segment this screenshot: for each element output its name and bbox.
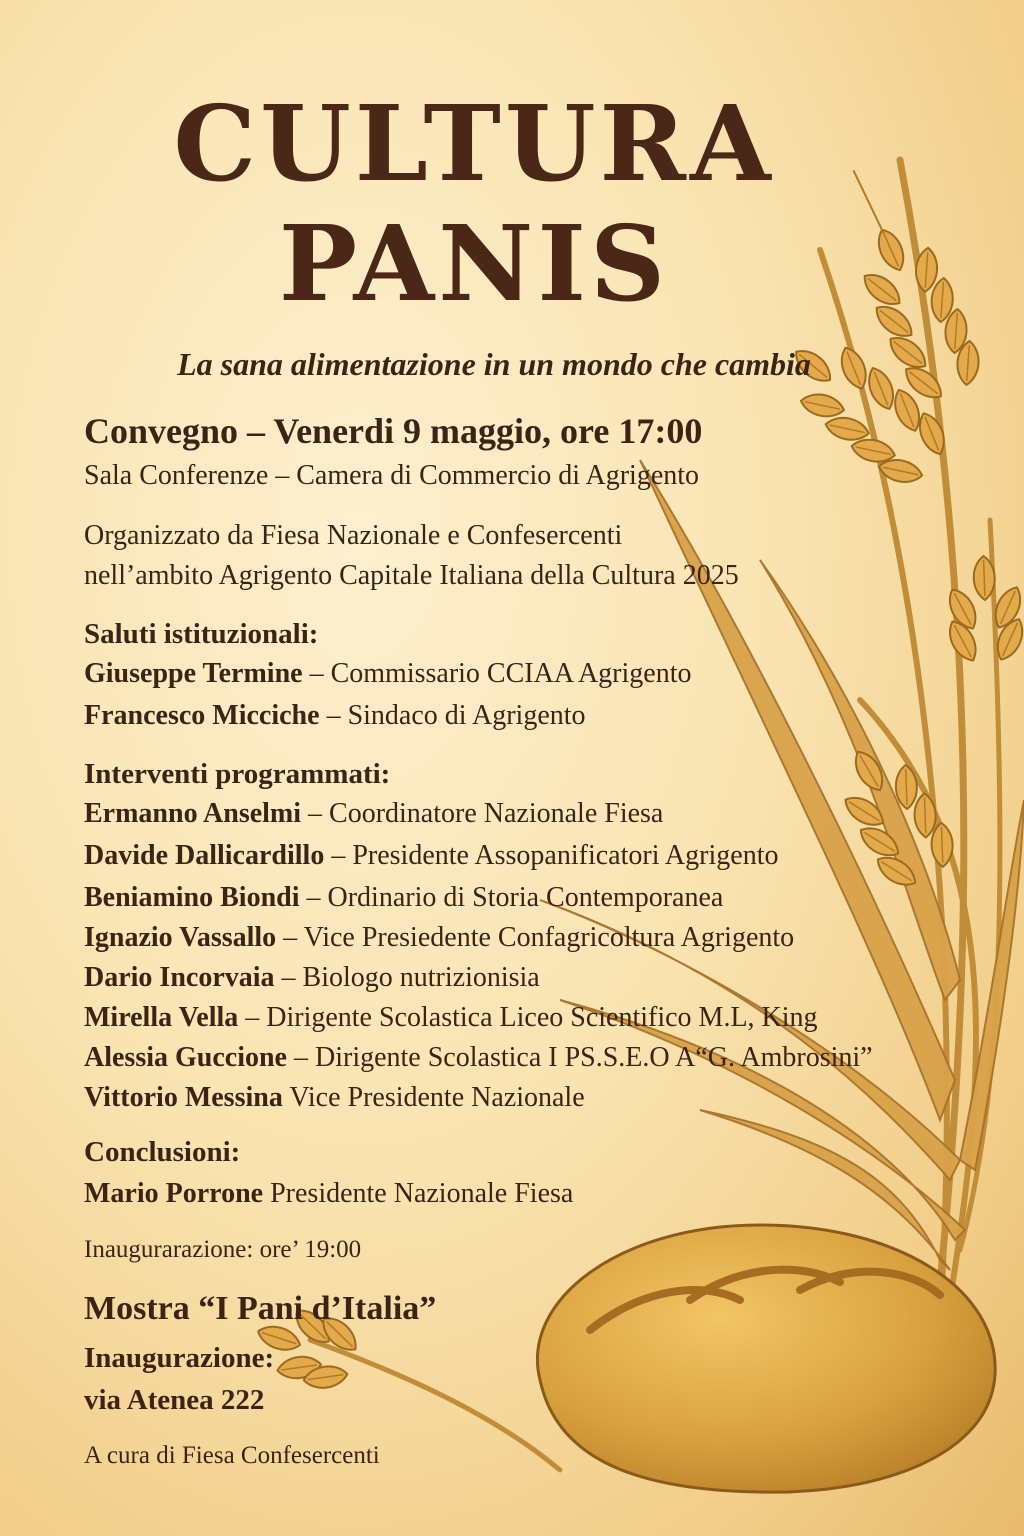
person-name: Dario Incorvaia: [84, 962, 275, 993]
person-name: Francesco Micciche: [84, 700, 320, 731]
inauguration-time: Inaugurarazione: ore’ 19:00: [84, 1236, 362, 1263]
person-role: – Commissario CCIAA Agrigento: [309, 658, 692, 689]
organizers-line-1: Organizzato da Fiesa Nazionale e Confesercenti: [84, 520, 623, 551]
person-role: – Dirigente Scolastica I PS.S.E.O A“G. Ambrosini”: [294, 1042, 873, 1073]
person-name: Ignazio Vassallo: [84, 922, 277, 953]
person-role: – Sindaco di Agrigento: [326, 700, 586, 731]
person-role: – Ordinario di Storia Contemporanea: [306, 882, 724, 913]
event-heading: Convegno – Venerdi 9 maggio, ore 17:00: [84, 411, 703, 451]
speaker: [84, 840, 778, 872]
person-name: Alessia Guccione: [84, 1042, 287, 1073]
person-role: – Dirigente Scolastica Liceo Scientifico M.L, King: [245, 1002, 818, 1033]
speaker: [84, 962, 540, 994]
organizers-line-2: nell’ambito Agrigento Capitale Italiana della Cultura 2025: [84, 560, 739, 591]
person-name: Beniamino Biondi: [84, 882, 300, 913]
person-name: Mirella Vella: [84, 1002, 239, 1033]
greeting-person: [84, 658, 692, 690]
exhibition-title: Mostra “I Pani d’Italia”: [84, 1290, 437, 1327]
subtitle: La sana alimentazione in un mondo che cambia: [177, 346, 811, 382]
speaker: [84, 1002, 818, 1034]
person-name: Davide Dallicardillo: [84, 840, 325, 871]
speaker: [84, 1082, 585, 1114]
person-role: Vice Presidente Nazionale: [289, 1082, 585, 1113]
bread-loaf-icon: [537, 1225, 995, 1492]
person-name: Mario Porrone: [84, 1178, 264, 1209]
person-role: – Presidente Assopanificatori Agrigento: [331, 840, 779, 871]
person-name: Giuseppe Termine: [84, 658, 303, 689]
exhibition-label: Inaugurazione:: [84, 1342, 275, 1374]
exhibition-address: via Atenea 222: [84, 1384, 265, 1416]
conclusions-heading: Conclusioni:: [84, 1136, 241, 1168]
event-venue: Sala Conferenze – Camera di Commercio di Agrigento: [84, 460, 700, 491]
person-name: Vittorio Messina: [84, 1082, 283, 1113]
person-role: – Vice Presiedente Confagricoltura Agrigento: [283, 922, 795, 953]
conclusions-speaker: [84, 1178, 573, 1210]
person-role: – Coordinatore Nazionale Fiesa: [308, 798, 664, 829]
speaker: [84, 922, 794, 954]
person-role: – Biologo nutrizionisia: [281, 962, 540, 993]
speaker: [84, 1042, 873, 1074]
speaker: [84, 798, 663, 830]
greetings-heading: Saluti istituzionali:: [84, 618, 319, 650]
person-name: Ermanno Anselmi: [84, 798, 302, 829]
credit: A cura di Fiesa Confesercenti: [84, 1442, 380, 1469]
title-line-1: CULTURA: [173, 82, 775, 205]
speaker: [84, 882, 723, 914]
greeting-person: [84, 700, 586, 732]
person-role: Presidente Nazionale Fiesa: [270, 1178, 574, 1209]
speakers-heading: Interventi programmati:: [84, 758, 391, 790]
title-line-2: PANIS: [278, 202, 670, 325]
